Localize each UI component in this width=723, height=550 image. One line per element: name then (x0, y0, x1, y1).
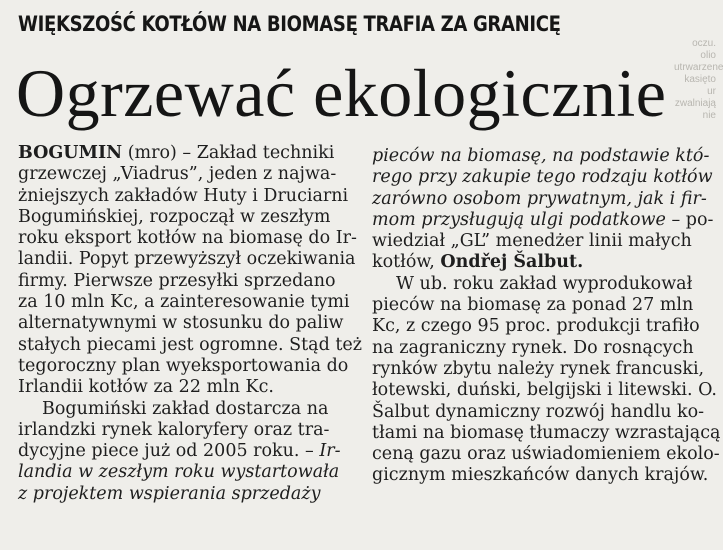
body-line: grzewczej „Viadrus”, jeden z najwa- (18, 164, 337, 185)
body-line: stałych piecami jest ogromne. Stąd też (18, 334, 362, 355)
body-line: alternatywnymi w stosunku do paliw (18, 313, 344, 334)
body-line (18, 143, 348, 164)
quote-line: z projektem wspierania sprzedaży (18, 483, 321, 504)
quote-line: landia w zeszłym roku wystartowała (18, 462, 340, 483)
body-line: irlandzki rynek kaloryfery oraz tra- (18, 419, 330, 440)
body-line (372, 252, 702, 273)
article-right-column (372, 146, 721, 487)
source-name: Ondřej Šalbut. (440, 252, 584, 273)
body-line: łotewski, duński, belgijski i litewski. O. (372, 380, 717, 401)
body-text: dycyjne piece już od 2005 roku. – (18, 441, 314, 462)
body-text: kotłów, (372, 252, 441, 273)
body-line: Bogumiński zakład dostarcza na (42, 398, 329, 419)
body-line: landii. Popyt przewyższył oczekiwania (18, 249, 356, 270)
body-line: Irlandii kotłów za 22 mln Kc. (18, 377, 274, 398)
body-line: W ub. roku zakład wyprodukował (396, 273, 693, 294)
body-line: żniejszych zakładów Huty i Druciarni (18, 185, 349, 206)
body-line: firmy. Pierwsze przesyłki sprzedano (18, 270, 336, 291)
quote-line: zarówno osobom prywatnym, jak i fir- (372, 188, 707, 209)
adjacent-column-bleed: oczu. olio utrwarzene kasięto ur zwalniają nie (674, 38, 723, 121)
article-left-column (18, 143, 362, 505)
body-line: na zagraniczny rynek. Do rosnących (372, 337, 694, 358)
body-line: Šalbut dynamiczny rozwój handlu ko- (372, 401, 705, 422)
body-text: – po- (665, 209, 714, 230)
main-headline: Ogrzewać ekologicznie (16, 55, 667, 131)
quote-line: rego przy zakupie tego rodzaju kotłów (372, 167, 713, 188)
kicker-headline: WIĘKSZOŚĆ KOTŁÓW NA BIOMASĘ TRAFIA ZA GRANICĘ (18, 12, 561, 36)
body-line: za 10 mln Kc, a zainteresowanie tymi (18, 292, 350, 313)
body-line: Kc, z czego 95 proc. produkcji trafiło (372, 316, 700, 337)
body-line: tegoroczny plan wyeksportowania do (18, 355, 349, 376)
quote-line: pieców na biomasę, na podstawie któ- (372, 146, 710, 166)
quote-text: Ir- (313, 441, 341, 462)
quote-text: mom przysługują ulgi podatkowe (372, 209, 666, 230)
body-line: ceną gazu oraz uświadomieniem ekolo- (372, 444, 720, 465)
body-text: (mro) – Zakład techniki (122, 143, 335, 163)
body-line (372, 209, 714, 231)
body-line: gicznym mieszkańców danych krajów. (372, 465, 709, 486)
body-line: Bogumińskiej, rozpoczął w zeszłym (18, 206, 331, 227)
body-line: rynków zbytu należy rynek francuski, (372, 358, 705, 379)
body-line: tłami na biomasę tłumaczy wzrastającą (372, 422, 721, 443)
body-line (18, 441, 348, 462)
body-line: wiedział „GL” menedżer linii małych (372, 231, 692, 252)
body-line: roku eksport kotłów na biomasę do Ir- (18, 228, 357, 249)
dateline: BOGUMIN (18, 143, 123, 163)
body-line: pieców na biomasę za ponad 27 mln (372, 295, 694, 316)
